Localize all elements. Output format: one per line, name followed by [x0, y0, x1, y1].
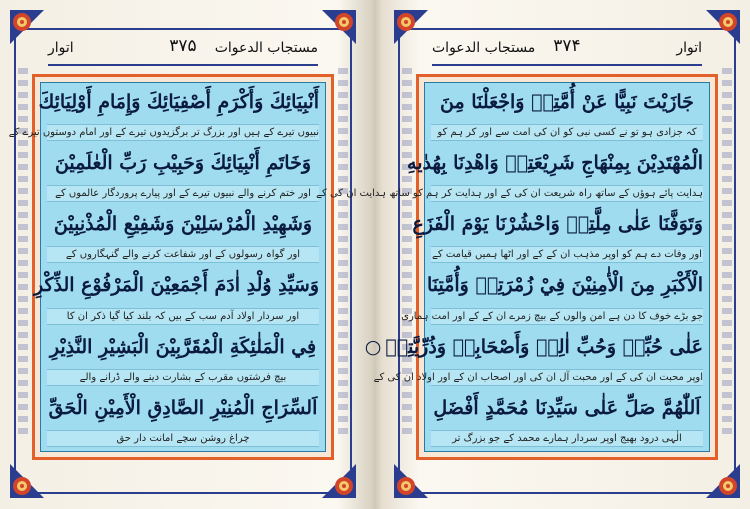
text-panel [316, 74, 718, 460]
text-panel-inner [316, 82, 710, 452]
urdu-translation: جو بڑے خوف کا دن ہے امن والوں کے بیچ زمرے ان کے کے اور امت ہماری [431, 308, 703, 325]
urdu-translation: اور وفات دے ہم کو اوپر مذہب ان کے کے اور اٹھا ہمیں قیامت کے [431, 246, 703, 263]
arabic-line [364, 332, 703, 362]
urdu-translation: الٰہی درود بھیج اوپر سردار ہمارے محمد کے جو بزرگ تر [431, 430, 703, 447]
urdu-translation: اور گواہ رسولوں کے اور شفاعت کرنے والے گنہگاروں کے [47, 246, 319, 263]
header-title: مستجاب الدعوات [432, 40, 536, 56]
corner-ornament-icon [704, 8, 742, 46]
header-day: اتوار [48, 40, 74, 56]
page-375 [8, 8, 358, 500]
text-panel [8, 74, 334, 460]
urdu-translation: کہ جزادی ہو تو نے کسی نبی کو ان کی امت سے اور کر ہم کو [431, 124, 703, 141]
corner-ornament-icon [704, 462, 742, 500]
side-ornament [338, 68, 348, 440]
arabic-line: وَسَيِّدِ وُلْدِ اٰدَمَ أَجْمَعِيْنَ الْمَرْفُوْعِ الذِّكْرِ [33, 274, 319, 297]
page-374 [316, 8, 742, 500]
corner-ornament-icon [8, 462, 46, 500]
arabic-line: وَشَهِيْدِ الْمُرْسَلِيْنَ وَشَفِيْعِ الْمُذْنِبِيْنَ [53, 213, 313, 236]
urdu-translation: چراغ روشن سچے امانت دار حق [47, 430, 319, 447]
corner-ornament-icon [320, 8, 358, 46]
page-number: ۳۷۵ [169, 36, 197, 56]
arabic-line: الْمُهْتَدِيْنَ بِمِنْهَاجِ شَرِيْعَتِهٖ وَاهْدِنَا بِهُدٰيهِ [407, 152, 703, 175]
arabic-line: جَازَيْتَ نَبِيًّا عَنْ أُمَّتِهٖ وَاجْعَلْنَا مِنَ [440, 91, 694, 113]
side-ornament [18, 68, 28, 440]
urdu-translation: اور ختم کرنے والے نبیوں تیرے کے اور پیارے پروردگار عالموں کے [47, 185, 319, 202]
arabic-line: الْأَكْبَرِ مِنَ الْأٰمِنِيْنَ فِيْ زُمْرَتِهٖ وَأُمَّتِنَا [426, 274, 703, 297]
corner-ornament-icon [320, 462, 358, 500]
page-header [432, 34, 702, 66]
text-panel-inner [8, 82, 326, 452]
urdu-translation: اور سردار اولاد آدم سب کے بیں کہ بلند کیا گیا ذکر ان کا [47, 308, 319, 325]
arabic-line: اَلسِّرَاجِ الْمُنِيْرِ الصَّادِقِ الْأَمِيْنِ الْحَقِّ [48, 396, 318, 419]
page-header [48, 34, 318, 66]
verse-text: عَلٰى حُبِّهٖ وَحُبِّ اٰلِهٖ وَأَصْحَابِهٖ وَذُرِّيَّتِهٖ [385, 335, 703, 358]
arabic-line: فِي الْمَلٰئِكَةِ الْمُقَرَّبِيْنَ الْبَشِيْرِ النَّذِيْرِ [49, 335, 317, 358]
urdu-translation: نبیوں تیرے کے ہیں اور بزرگ تر برگزیدوں تیرے کے اور امام دوستوں تیرے کے [47, 124, 319, 141]
header-day: اتوار [676, 40, 702, 56]
verse-end-marker: ○ [364, 335, 382, 358]
urdu-translation: بیچ فرشتوں مقرب کے بشارت دینے والے ڈرانے والے [47, 369, 319, 386]
side-ornament [722, 68, 732, 440]
page-number: ۳۷۴ [553, 36, 581, 56]
arabic-line: اَللّٰهُمَّ صَلِّ عَلٰى سَيِّدِنَا مُحَمَّدٍ أَفْضَلِ [433, 396, 701, 419]
arabic-line: وَتَوَفَّنَا عَلٰى مِلَّتِهٖ وَاحْشُرْنَا يَوْمَ الْفَزَعِ [412, 213, 703, 236]
urdu-translation: ہدایت پائے ہوؤں کے ساتھ راہ شریعت ان کی کے اور ہدایت کر ہم کو ساتھ ہدایت ان کی کے [431, 185, 703, 202]
corner-ornament-icon [392, 8, 430, 46]
header-title: مستجاب الدعوات [214, 40, 318, 56]
arabic-line: وَخَاتَمِ أَنْبِيَائِكَ وَحَبِيْبِ رَبِّ الْعٰلَمِيْنَ [54, 152, 312, 175]
corner-ornament-icon [8, 8, 46, 46]
urdu-translation: اوپر محبت ان کی کے اور محبت آل ان کی اور اصحاب ان کے اور اولاد ان کی کے [431, 369, 703, 386]
corner-ornament-icon [392, 462, 430, 500]
arabic-line: أَنْبِيَائِكَ وَأَكْرَمِ أَصْفِيَائِكَ وَإِمَامِ أَوْلِيَائِكَ [38, 91, 319, 113]
